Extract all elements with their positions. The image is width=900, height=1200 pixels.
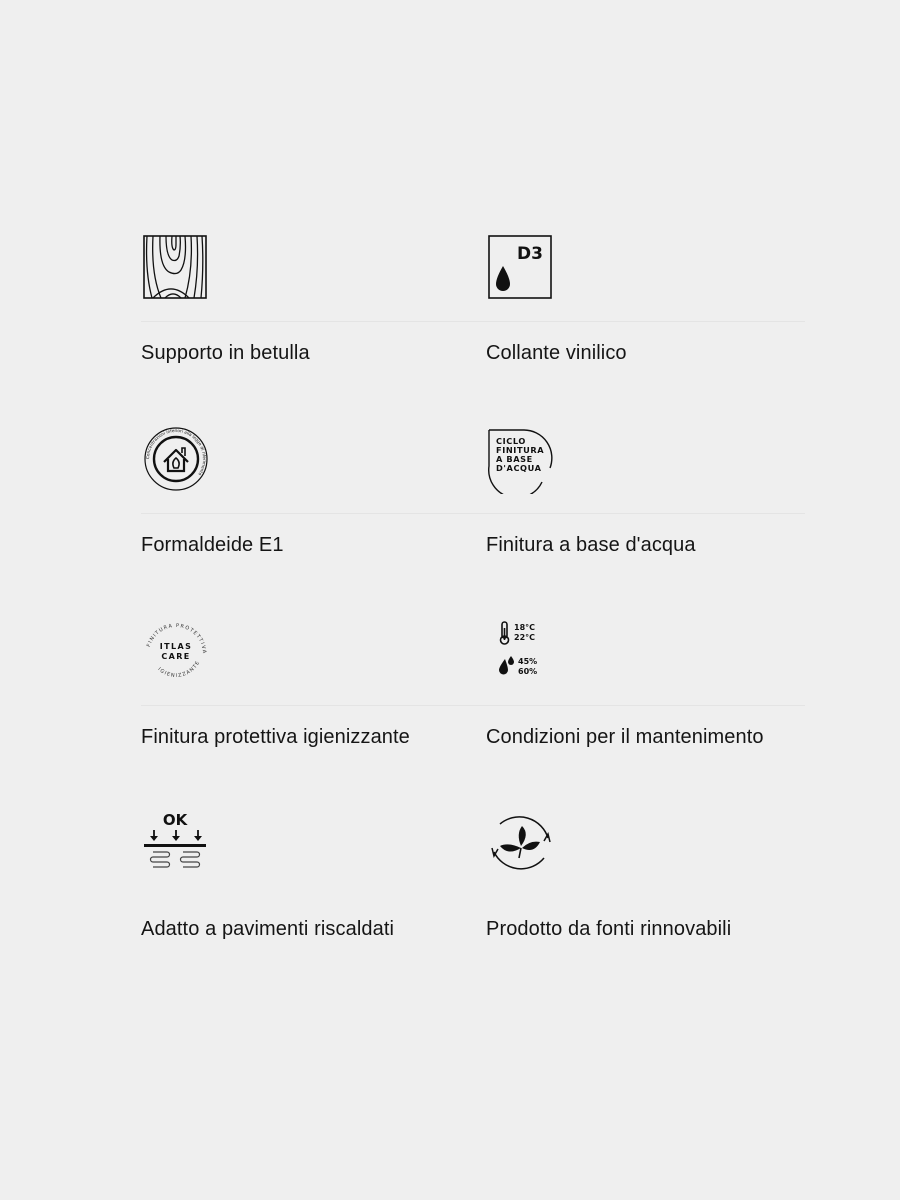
feature-label: Prodotto da fonti rinnovabili [486, 918, 732, 940]
svg-text:D'ACQUA: D'ACQUA [496, 463, 542, 473]
ok-text: OK [162, 811, 188, 829]
feature-label: Supporto in betulla [141, 342, 310, 364]
d3-text: D3 [517, 244, 543, 264]
svg-text:IGIENIZZANTE [156, 659, 201, 678]
feature-label: Adatto a pavimenti riscaldati [141, 918, 395, 940]
d3-water-drop-icon [486, 232, 556, 302]
feature-label: Collante vinilico [486, 342, 627, 364]
birch-wood-grain-icon [141, 232, 211, 302]
feature-supporto-betulla [141, 232, 461, 382]
seal-ring-text: Concentrazioni inferiori alla legge di riferimento [144, 427, 208, 477]
feature-label: Formaldeide E1 [141, 534, 284, 556]
feature-formaldeide-e1 [141, 424, 461, 574]
water-based-finish-icon [486, 424, 556, 494]
svg-text:A BASE: A BASE [496, 454, 533, 464]
feature-condizioni-mantenimento [486, 616, 806, 766]
seal-ring-bottom-text: IGIENIZZANTE [156, 659, 202, 679]
svg-text:ITLAS: ITLAS [159, 642, 193, 651]
feature-label: Condizioni per il mantenimento [486, 726, 764, 748]
feature-finitura-base-acqua [486, 424, 806, 574]
feature-fonti-rinnovabili [486, 808, 806, 958]
svg-text:60%: 60% [518, 667, 538, 676]
feature-label: Finitura a base d'acqua [486, 534, 696, 556]
feature-label: Finitura protettiva igienizzante [141, 726, 410, 748]
svg-text:CICLO: CICLO [496, 436, 526, 446]
feature-pavimenti-riscaldati [141, 808, 461, 958]
itlas-care-seal-icon [141, 616, 211, 686]
feature-collante-vinilico [486, 232, 806, 382]
svg-text:18°C: 18°C [514, 623, 536, 632]
underfloor-heating-icon [141, 808, 211, 878]
seal-ring-top-text: FINITURA PROTETTIVA [145, 622, 208, 655]
svg-text:22°C: 22°C [514, 633, 536, 642]
temperature-humidity-icon [486, 616, 556, 686]
feature-finitura-protettiva [141, 616, 461, 766]
svg-text:45%: 45% [518, 657, 538, 666]
renewable-leaves-icon [486, 808, 556, 878]
svg-text:CARE: CARE [161, 652, 191, 661]
house-emission-seal-icon [141, 424, 211, 494]
svg-text:FINITURA: FINITURA [496, 445, 545, 455]
